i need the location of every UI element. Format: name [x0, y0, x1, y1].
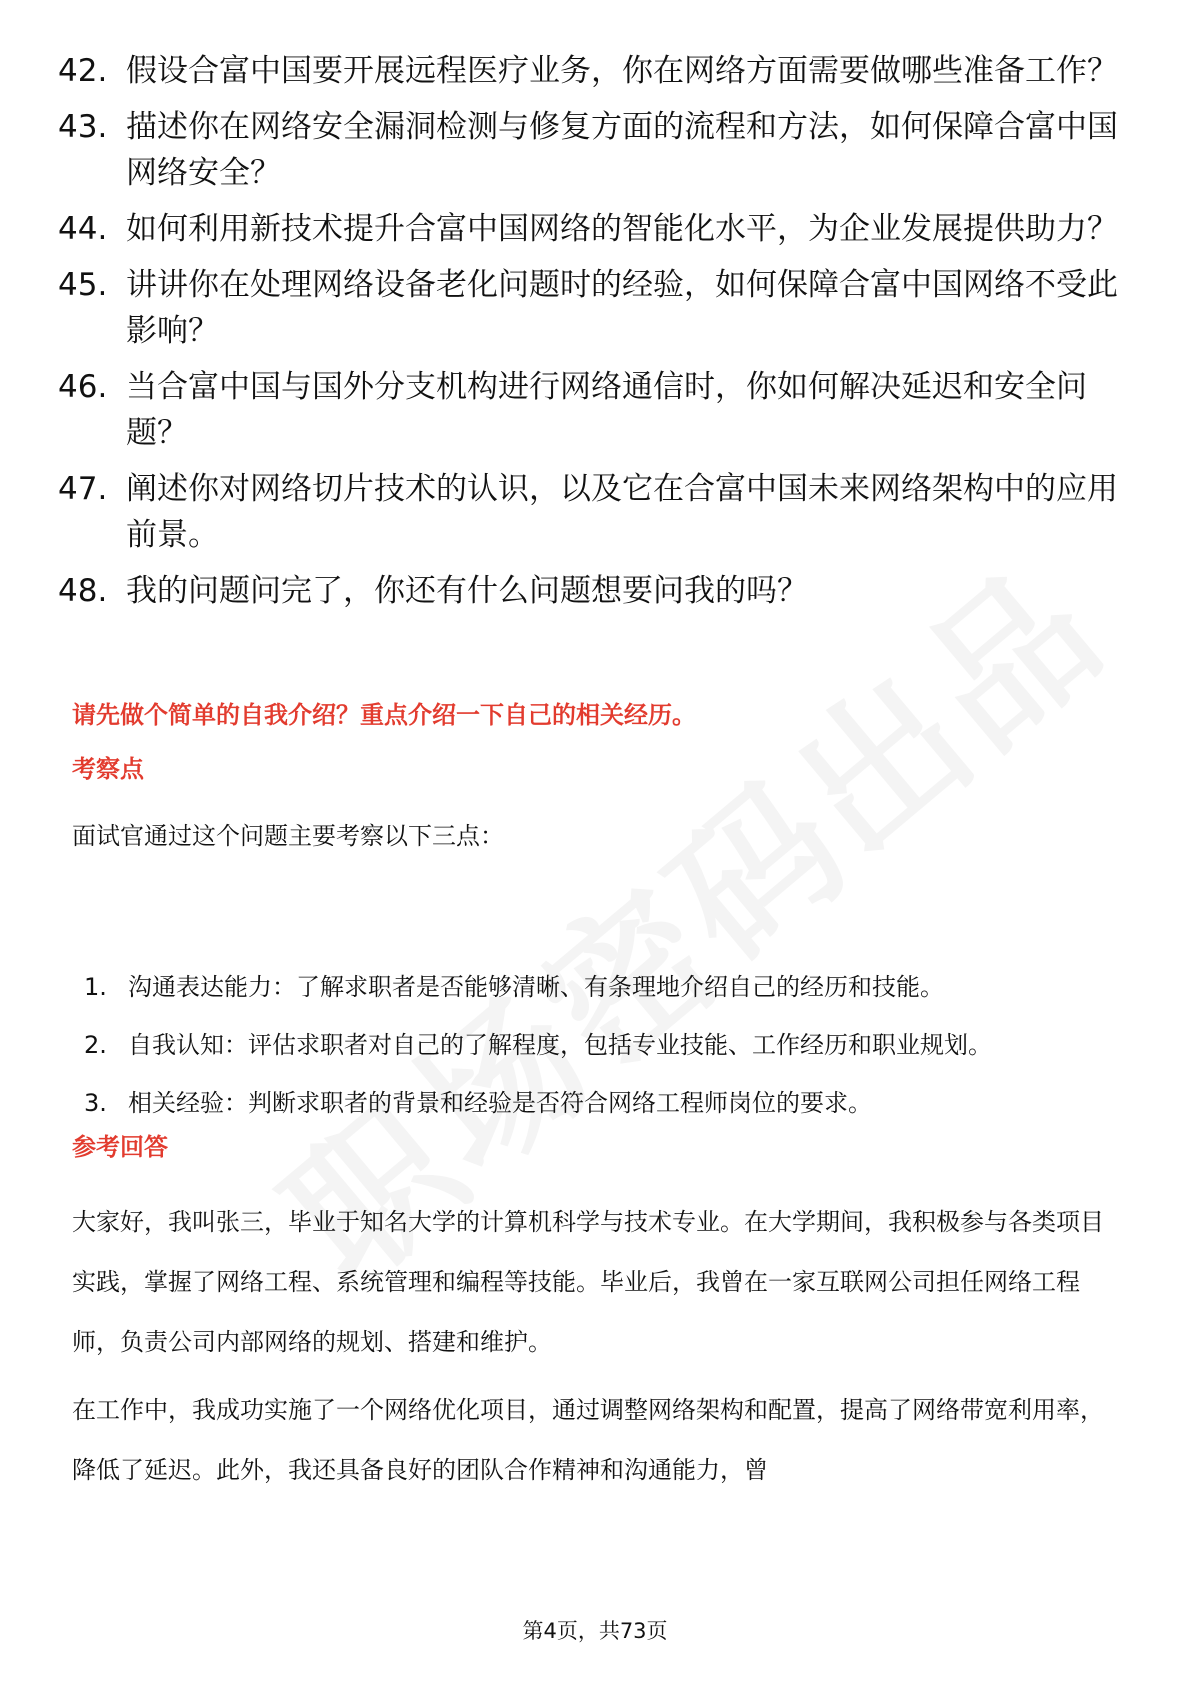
- question-item: [58, 104, 1128, 196]
- question-item: [58, 48, 1128, 94]
- question-number: 43.: [58, 109, 108, 145]
- featured-question-title: 请先做个简单的自我介绍？重点介绍一下自己的相关经历。: [72, 701, 696, 729]
- point-number: 3.: [84, 1089, 107, 1117]
- question-number: 45.: [58, 267, 108, 303]
- question-text: 讲讲你在处理网络设备老化问题时的经验，如何保障合富中国网络不受此影响？: [126, 267, 1118, 349]
- point-text: 相关经验：判断求职者的背景和经验是否符合网络工程师岗位的要求。: [128, 1089, 872, 1117]
- question-item: [58, 568, 1128, 614]
- question-text: 阐述你对网络切片技术的认识，以及它在合富中国未来网络架构中的应用前景。: [126, 471, 1118, 553]
- answer-heading: 参考回答: [72, 1133, 168, 1161]
- question-number: 47.: [58, 471, 108, 507]
- point-text: 自我认知：评估求职者对自己的了解程度，包括专业技能、工作经历和职业规划。: [128, 1031, 992, 1059]
- points-intro: 面试官通过这个问题主要考察以下三点：: [72, 822, 504, 850]
- question-item: [58, 262, 1128, 354]
- question-number: 48.: [58, 573, 108, 609]
- answer-paragraph: 大家好，我叫张三，毕业于知名大学的计算机科学与技术专业。在大学期间，我积极参与各类项目实践，掌握了网络工程、系统管理和编程等技能。毕业后，我曾在一家互联网公司担任网络工程师，负责公司内部网络的规划、搭建和维护。: [72, 1208, 1104, 1356]
- question-number: 42.: [58, 53, 108, 89]
- question-text: 如何利用新技术提升合富中国网络的智能化水平，为企业发展提供助力？: [126, 211, 1118, 247]
- question-text: 假设合富中国要开展远程医疗业务，你在网络方面需要做哪些准备工作？: [126, 53, 1118, 89]
- question-item: [58, 364, 1128, 456]
- point-text: 沟通表达能力：了解求职者是否能够清晰、有条理地介绍自己的经历和技能。: [128, 973, 944, 1001]
- question-list: [58, 48, 1128, 624]
- points-list-item: [84, 958, 1114, 1016]
- points-list: [84, 958, 1114, 1132]
- answer-paragraph: 在工作中，我成功实施了一个网络优化项目，通过调整网络架构和配置，提高了网络带宽利用率，降低了延迟。此外，我还具备良好的团队合作精神和沟通能力，曾: [72, 1396, 1104, 1484]
- question-number: 46.: [58, 369, 108, 405]
- point-number: 2.: [84, 1031, 107, 1059]
- question-item: [58, 466, 1128, 558]
- question-text: 我的问题问完了，你还有什么问题想要问我的吗？: [126, 573, 808, 609]
- point-number: 1.: [84, 973, 107, 1001]
- question-text: 当合富中国与国外分支机构进行网络通信时，你如何解决延迟和安全问题？: [126, 369, 1087, 451]
- question-item: [58, 206, 1128, 252]
- page-number-footer: 第4页，共73页: [522, 1619, 668, 1643]
- points-list-item: [84, 1016, 1114, 1074]
- points-list-item: [84, 1074, 1114, 1132]
- question-text: 描述你在网络安全漏洞检测与修复方面的流程和方法，如何保障合富中国网络安全？: [126, 109, 1118, 191]
- question-number: 44.: [58, 211, 108, 247]
- points-heading: 考察点: [72, 755, 144, 783]
